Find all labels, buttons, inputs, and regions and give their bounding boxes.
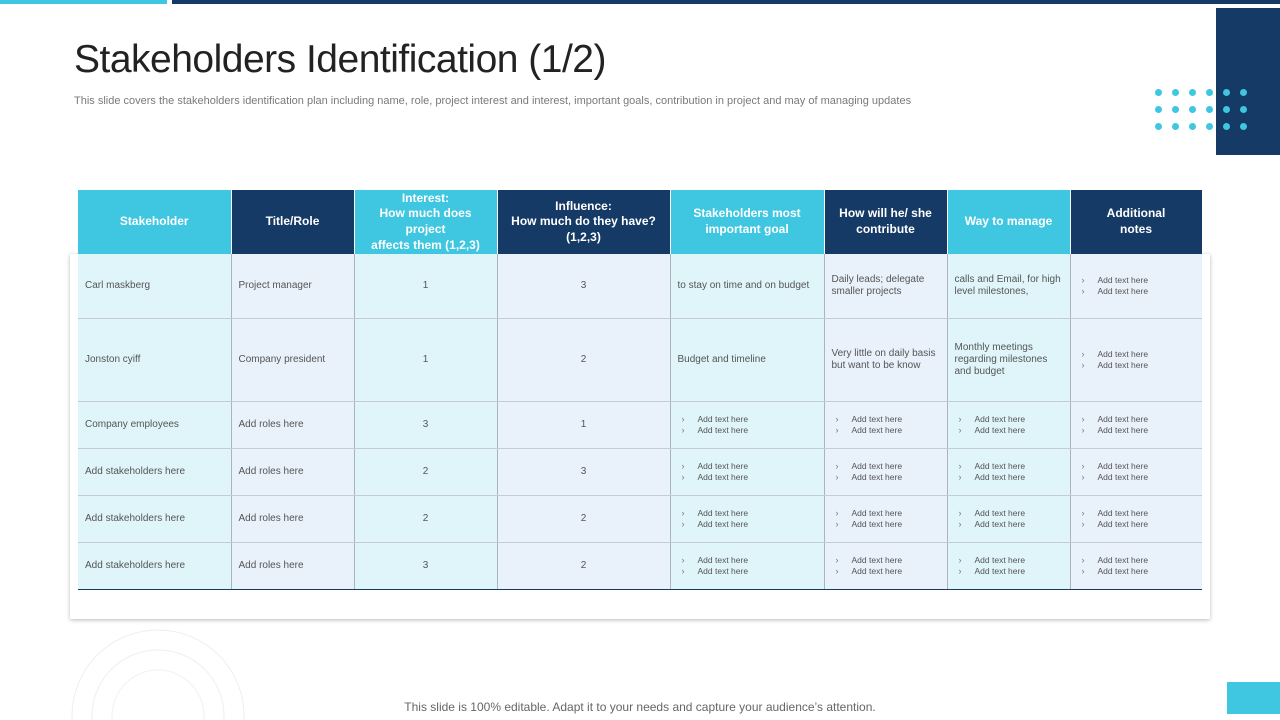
header-influence <box>497 190 670 254</box>
interest-value: 2 <box>422 466 429 477</box>
contribute-list <box>832 414 940 436</box>
bullet-item: › Add text here <box>844 519 940 530</box>
cell-influence <box>497 543 670 590</box>
notes-list <box>1078 275 1196 297</box>
stakeholder-name: Company employees <box>85 419 179 430</box>
header-line: Influence: <box>555 198 612 213</box>
cell-additional-notes <box>1070 254 1202 319</box>
cell-important-goal <box>670 449 824 496</box>
cell-way-to-manage <box>947 543 1070 590</box>
bullet-item: › Add text here <box>690 472 817 483</box>
bullet-item: › Add text here <box>1090 286 1196 297</box>
manage-text: Monthly meetings regarding milestones and budget <box>954 342 1048 377</box>
stakeholder-role: Add roles here <box>238 419 304 430</box>
decoration-dot <box>1223 89 1230 96</box>
slide-title: Stakeholders Identification (1/2) <box>74 38 606 81</box>
bullet-item: › Add text here <box>690 519 817 530</box>
cell-contribute <box>824 449 947 496</box>
header-line: important goal <box>705 222 789 236</box>
manage-list <box>955 461 1063 483</box>
stakeholder-name: Carl maskberg <box>85 280 151 291</box>
decoration-dot <box>1155 123 1162 130</box>
bullet-item: › Add text here <box>1090 508 1196 519</box>
stakeholder-role: Project manager <box>238 280 312 291</box>
header-line: How will he/ she <box>839 206 932 221</box>
header-important-goal <box>670 190 824 254</box>
header-line: Way to manage <box>964 214 1053 229</box>
goal-text: to stay on time and on budget <box>677 280 810 291</box>
goal-list <box>678 555 817 577</box>
decoration-dot <box>1155 106 1162 113</box>
cell-way-to-manage <box>947 496 1070 543</box>
cell-important-goal <box>670 496 824 543</box>
bullet-item: › Add text here <box>967 461 1063 472</box>
header-title-role <box>231 190 354 254</box>
bullet-item: › Add text here <box>1090 425 1196 436</box>
bullet-item: › Add text here <box>690 425 817 436</box>
stakeholder-name: Add stakeholders here <box>85 466 186 477</box>
cell-contribute <box>824 543 947 590</box>
cell-additional-notes <box>1070 319 1202 402</box>
cell-additional-notes <box>1070 496 1202 543</box>
cell-important-goal <box>670 543 824 590</box>
table-row <box>78 449 1202 496</box>
cell-interest <box>354 402 497 449</box>
cell-contribute <box>824 254 947 319</box>
slide-footer: This slide is 100% editable. Adapt it to your needs and capture your audience’s attention. <box>404 700 876 714</box>
bullet-item: › Add text here <box>690 461 817 472</box>
influence-value: 3 <box>580 466 587 477</box>
decoration-dot <box>1189 123 1196 130</box>
decoration-dot <box>1240 106 1247 113</box>
cell-interest <box>354 543 497 590</box>
manage-list <box>955 414 1063 436</box>
bullet-item: › Add text here <box>1090 555 1196 566</box>
cell-title-role <box>231 449 354 496</box>
header-line: Stakeholder <box>119 214 189 229</box>
bullet-item: › Add text here <box>1090 472 1196 483</box>
top-accent-bar-navy <box>172 0 1280 4</box>
cell-additional-notes <box>1070 543 1202 590</box>
slide-subtitle: This slide covers the stakeholders identification plan including name, role, project interest and interest, important goals, contribution in project and may of managing updates <box>74 95 912 107</box>
decoration-dot <box>1240 89 1247 96</box>
cell-way-to-manage <box>947 254 1070 319</box>
cell-important-goal <box>670 254 824 319</box>
bullet-item: › Add text here <box>967 508 1063 519</box>
cell-interest <box>354 319 497 402</box>
influence-value: 2 <box>580 560 587 571</box>
influence-value: 1 <box>580 419 587 430</box>
cell-stakeholder <box>78 449 231 496</box>
bullet-item: › Add text here <box>967 414 1063 425</box>
contribute-list <box>832 508 940 530</box>
cell-influence <box>497 254 670 319</box>
stakeholder-name: Jonston cyiff <box>85 354 141 365</box>
cell-stakeholder <box>78 254 231 319</box>
stakeholder-role: Add roles here <box>238 560 304 571</box>
cell-influence <box>497 319 670 402</box>
bullet-item: › Add text here <box>967 555 1063 566</box>
cell-stakeholder <box>78 543 231 590</box>
cell-important-goal <box>670 402 824 449</box>
cell-interest <box>354 496 497 543</box>
table-row <box>78 319 1202 402</box>
manage-text: calls and Email, for high level milestones, <box>954 274 1061 297</box>
stakeholder-role: Add roles here <box>238 513 304 524</box>
stakeholder-name: Add stakeholders here <box>85 513 186 524</box>
bullet-item: › Add text here <box>967 566 1063 577</box>
notes-list <box>1078 414 1196 436</box>
bullet-item: › Add text here <box>690 555 817 566</box>
cell-contribute <box>824 402 947 449</box>
stakeholder-role: Add roles here <box>238 466 304 477</box>
header-line: contribute <box>856 222 915 236</box>
decoration-dot <box>1240 123 1247 130</box>
notes-list <box>1078 461 1196 483</box>
influence-value: 2 <box>580 513 587 524</box>
interest-value: 1 <box>422 280 429 291</box>
cell-interest <box>354 254 497 319</box>
header-line: Title/Role <box>265 214 320 229</box>
cell-interest <box>354 449 497 496</box>
bullet-item: › Add text here <box>690 414 817 425</box>
cell-contribute <box>824 319 947 402</box>
bullet-item: › Add text here <box>1090 349 1196 360</box>
decoration-dot <box>1189 106 1196 113</box>
interest-value: 1 <box>422 354 429 365</box>
manage-list <box>955 555 1063 577</box>
decoration-dot <box>1172 106 1179 113</box>
goal-text: Budget and timeline <box>677 354 766 365</box>
stakeholders-table <box>78 190 1203 590</box>
contribute-text: Very little on daily basis but want to be know <box>831 348 936 371</box>
table-header-row <box>78 190 1202 254</box>
decoration-dot <box>1206 89 1213 96</box>
stakeholder-role: Company president <box>238 354 326 365</box>
header-interest <box>354 190 497 254</box>
bullet-item: › Add text here <box>1090 461 1196 472</box>
decoration-dot <box>1172 89 1179 96</box>
table-row <box>78 496 1202 543</box>
bullet-item: › Add text here <box>967 519 1063 530</box>
cell-title-role <box>231 543 354 590</box>
cell-influence <box>497 402 670 449</box>
interest-value: 2 <box>422 513 429 524</box>
bullet-item: › Add text here <box>1090 275 1196 286</box>
cell-title-role <box>231 319 354 402</box>
bullet-item: › Add text here <box>1090 360 1196 371</box>
header-line: affects them (1,2,3) <box>371 237 480 252</box>
stakeholder-name: Add stakeholders here <box>85 560 186 571</box>
bullet-item: › Add text here <box>844 472 940 483</box>
bullet-item: › Add text here <box>1090 519 1196 530</box>
interest-value: 3 <box>422 560 429 571</box>
influence-value: 3 <box>580 280 587 291</box>
cell-way-to-manage <box>947 449 1070 496</box>
cell-influence <box>497 449 670 496</box>
table-row <box>78 543 1202 590</box>
table-row <box>78 254 1202 319</box>
influence-value: 2 <box>580 354 587 365</box>
header-line: notes <box>1119 222 1152 236</box>
goal-list <box>678 414 817 436</box>
cell-way-to-manage <box>947 319 1070 402</box>
goal-list <box>678 461 817 483</box>
notes-list <box>1078 508 1196 530</box>
decoration-dot <box>1189 89 1196 96</box>
contribute-list <box>832 555 940 577</box>
contribute-list <box>832 461 940 483</box>
decoration-dot <box>1172 123 1179 130</box>
contribute-text: Daily leads; delegate smaller projects <box>831 274 925 297</box>
bullet-item: › Add text here <box>967 472 1063 483</box>
header-stakeholder <box>78 190 231 254</box>
header-line: Additional <box>1106 206 1166 221</box>
goal-list <box>678 508 817 530</box>
header-way-to-manage <box>947 190 1070 254</box>
cell-influence <box>497 496 670 543</box>
bullet-item: › Add text here <box>967 425 1063 436</box>
cell-additional-notes <box>1070 449 1202 496</box>
bullet-item: › Add text here <box>844 555 940 566</box>
bullet-item: › Add text here <box>690 566 817 577</box>
header-line: Stakeholders most <box>693 206 801 221</box>
notes-list <box>1078 349 1196 371</box>
cell-contribute <box>824 496 947 543</box>
bullet-item: › Add text here <box>844 508 940 519</box>
decoration-dot <box>1223 123 1230 130</box>
dot-grid-decoration <box>1155 89 1275 133</box>
cell-title-role <box>231 496 354 543</box>
interest-value: 3 <box>422 419 429 430</box>
decoration-dot <box>1223 106 1230 113</box>
header-contribute <box>824 190 947 254</box>
table-row <box>78 402 1202 449</box>
bullet-item: › Add text here <box>1090 414 1196 425</box>
cell-stakeholder <box>78 319 231 402</box>
bullet-item: › Add text here <box>844 461 940 472</box>
header-line: (1,2,3) <box>566 229 601 244</box>
bullet-item: › Add text here <box>844 425 940 436</box>
header-additional-notes <box>1070 190 1202 254</box>
header-line: Interest: <box>401 190 450 205</box>
notes-list <box>1078 555 1196 577</box>
header-line: How much does project <box>379 206 472 236</box>
cell-title-role <box>231 402 354 449</box>
cell-stakeholder <box>78 402 231 449</box>
manage-list <box>955 508 1063 530</box>
cell-title-role <box>231 254 354 319</box>
cell-additional-notes <box>1070 402 1202 449</box>
bullet-item: › Add text here <box>690 508 817 519</box>
decoration-dot <box>1206 106 1213 113</box>
header-line: How much do they have? <box>511 214 656 229</box>
cell-way-to-manage <box>947 402 1070 449</box>
cell-stakeholder <box>78 496 231 543</box>
decoration-dot <box>1206 123 1213 130</box>
bullet-item: › Add text here <box>844 566 940 577</box>
bullet-item: › Add text here <box>844 414 940 425</box>
decoration-dot <box>1155 89 1162 96</box>
cell-important-goal <box>670 319 824 402</box>
bullet-item: › Add text here <box>1090 566 1196 577</box>
top-accent-bar-teal <box>0 0 167 4</box>
